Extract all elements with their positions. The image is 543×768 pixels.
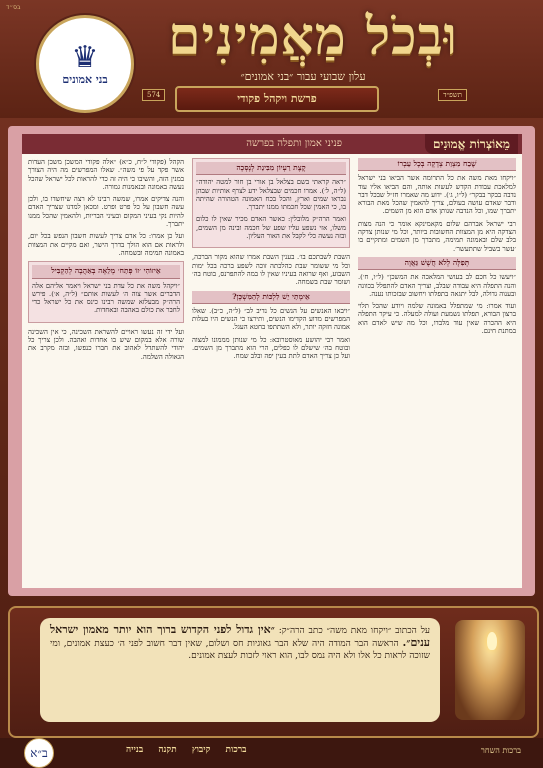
article-paragraph: והנה צדיקים אמרו, שמשה רבינו לא רצה שיחשדו בו, ולכן עשה חשבון על כל פרט ופרט. ומכאן למדנו שצריך האדם להיות נקי בעיני המקום ובעיני הבריות, ולהאמין שהכל ממנו יתברך. — [28, 195, 184, 229]
column-right — [358, 158, 516, 584]
masthead-banner — [0, 0, 543, 118]
footer-tag: ברכות השחר — [480, 746, 521, 755]
section-title: מֵאוֹצְרוֹת אֱמוּנִים — [425, 134, 518, 154]
quote-lead: על הכתוב ״ויקחו מאת משה״ כתב הרה״ק: — [278, 626, 430, 636]
article-paragraph: ״ראה קראתי בשם בצלאל בן אורי בן חור למטה יהודה״ (ל״ה, ל׳). אמרו חכמים שבצלאל ידע לצרף אותיות שבהן נבראו שמים וארץ, והכל בכח האמונה הטהורה שהיתה בו, כי האמין שכל חכמתו ממנו יתברך. — [196, 178, 346, 212]
footer-link[interactable]: בנייה — [126, 745, 144, 755]
article-heading: אֵיזוֹהִי ׳זוֹ פְּתַח׳ מְלֵאָה בְּאַהֲבָה לְהַקְבִּיל — [32, 265, 180, 278]
article-paragraph: ״ויבאו האנשים על הנשים כל נדיב לב״ (ל״ה, כ״ב). שאלו המפרשים מדוע הקדימו הנשים, ותירצו כי הנשים היו בעלות אמונה חזקה יותר, ולא השתתפו בחטא העגל. — [192, 306, 350, 332]
article-paragraph: ואמר הרה״ק מלובלין: כאשר האדם מכיר שאין לו כלום משלו, אזי נשפע עליו שפע של חכמה ובינה מן השמים, ובזה נעשה כלי לקבל את האור העליון. — [196, 215, 346, 241]
content-area — [22, 134, 522, 588]
featured-quote-panel — [8, 606, 539, 738]
article-heading: תְּפִלָּה לְלֹא חֲשָׁשׁ גַּאֲוָה — [358, 257, 516, 270]
footer-link[interactable]: תקנה — [158, 745, 177, 755]
article-heading: קֶצֶת רַעְיוֹן מִבִּינַת לְנָסְכָה — [196, 162, 346, 175]
article-paragraph: ועל כן אמרו: כל אדם צריך לעשות חשבון הנפש בכל יום, ולראות אם הוא הולך בדרך הישר, ואם מקיים את המצוות באמונה תמימה ובשמחה. — [28, 232, 184, 257]
article-paragraph: ״ויקהל משה את כל עדת בני ישראל ויאמר אליהם אלה הדברים אשר צוה ה׳ לעשות אותם״ (ל״ה, א׳). פירש הרה״ק מבעלזא שמשה רבינו כינס את כל ישראל כדי לחבר את כולם באהבה ובאחדות. — [32, 281, 180, 315]
section-header-bar — [22, 134, 522, 154]
crown-icon: ♛ — [71, 39, 99, 75]
article-paragraph: ״ויקחו מאת משה את כל התרומה אשר הביאו בני ישראל למלאכת עבודת הקדש לעשות אותה, והם הביאו אליו עוד נדבה בבקר בבקר״ (ל״ו, ג׳). ידוע מה שאמרו חז״ל שבכל דבר ודבר שאדם עושה בעולם, צריך להאמין שהכל מאת הבורא יתברך שמו, וכל הנדבה שנותן אדם הוא מן השמים. — [358, 174, 516, 216]
issue-year: תשפ״ד — [438, 89, 467, 101]
footer-links — [120, 744, 252, 755]
masthead-subtitle: עלון שבועי עבור ״בני אמונים״ — [240, 70, 366, 83]
corner-text: בס״ד — [6, 4, 21, 11]
logo-text: בני אמונים — [62, 72, 108, 86]
section-subtitle: פניני אמון ותפלה בפרשה — [246, 138, 342, 149]
column-middle — [192, 158, 350, 584]
footer-bar — [0, 738, 543, 768]
article-paragraph: ״ויעשו כל חכם לב בעושי המלאכה את המשכן״ (ל״ו, ח׳). והנה התפלה היא עבודה שבלב, וצריך האדם להתפלל בכוונה ובענוה גדולה, לבל יתגאה בתפלתו ויחשוב שבזכותו נענה. — [358, 273, 516, 298]
masthead-title: וּבְכֹל מַאֲמִינִים — [168, 6, 458, 67]
article-paragraph: הקהל (פקודי ל״ח, כ״א) ״אלה פקודי המשכן משכן העדות אשר פקד על פי משה״. שאלו המפרשים מה היה הצורך במנין הזה, והשיבו כי היה זה כדי להראות לכל ישראל שהכל נעשה באמונה ובנאמנות גמורה. — [28, 158, 184, 191]
footer-link[interactable]: קיבוץ — [191, 745, 211, 755]
highlight-box — [28, 261, 184, 322]
article-heading: שֶׁבַח מִצְוַת צְדָקָה בְּכָל עֵבְרוֹ — [358, 158, 516, 171]
quote-main: ״אין גדול לפני הקדוש ברוך הוא יותר מאמון ישראל ענים״. — [50, 623, 430, 649]
quote-scroll — [40, 618, 440, 722]
footer-logo: ב״א — [24, 738, 54, 768]
footer-link[interactable]: ברכות — [225, 745, 247, 755]
publisher-logo — [36, 15, 134, 113]
flame-icon — [487, 632, 497, 650]
highlight-box — [192, 158, 350, 248]
article-paragraph: ואמר רבי יהושע מאוסטרובא: כל מי שנותן מממונו למצוה ובוטח בה׳ שישלם לו כפלים, הרי הוא מתברך מן השמים. ועל כן צריך האדם לתת בעין יפה ובלב שמח. — [192, 335, 350, 361]
article-paragraph: ועל ידי זה נעשו ראויים להשראת השכינה, כי אין השכינה שורה אלא במקום שיש בו אחדות ואהבה. ולכן צריך כל יהודי להשתדל לאהוב את חברו כנפשו, ובזה מקרב את הגאולה השלמה. — [28, 327, 184, 361]
article-paragraph: ועוד אמרו: מי שמתפלל באמונה שלמה ויודע שהכל תלוי ברצון הבורא, תפלתו נשמעת ועולה למעלה. כי עיקר התפלה היא ההכרה שאין עוד מלבדו, וכל מה שיש לאדם הוא במתנת חינם. — [358, 302, 516, 336]
article-paragraph: רבי ישראל אברהם שלום מקאמינקא אומר כי הנה מצות הצדקה היא מן המצוות החשובות ביותר, וכל מי שנותן צדקה בלב שלם ובאמונה תמימה, מתברך מן השמים ומתקיים בו ׳עשר בשביל שתתעשר׳. — [358, 219, 516, 253]
article-heading: אֵימָתַי יֵשׁ לִלְכּוֹת לְהַמִּשְׁכָּן? — [192, 291, 350, 304]
issue-number: 574 — [142, 89, 165, 101]
parsha-title: פרשת ויקהל פקודי — [175, 86, 379, 112]
main-frame — [8, 126, 535, 596]
quote-body: הראשה הבר המודה היה שלא הבר גאוגיות חס ושלום, שאין דבר חשוב לפני ה׳ כעצת אמונים, ומי שזוכה לראות כל אלו ולא היה נמס לבו, הוא ראוי לזכות לעצת אמונים. — [50, 639, 430, 661]
column-left — [28, 158, 184, 584]
article-paragraph: השבת לשבתכם בו׳. בענין השבת אמרו שהוא מקור הברכה, וכל מי ששומר שבת כהלכתה זוכה לשפע ברכה בכל ימות השבוע, ואף שרואה בעיניו שאין לו במה להתפרנס, בוטח בה׳ ושומר שבת בשמחה. — [192, 253, 350, 287]
